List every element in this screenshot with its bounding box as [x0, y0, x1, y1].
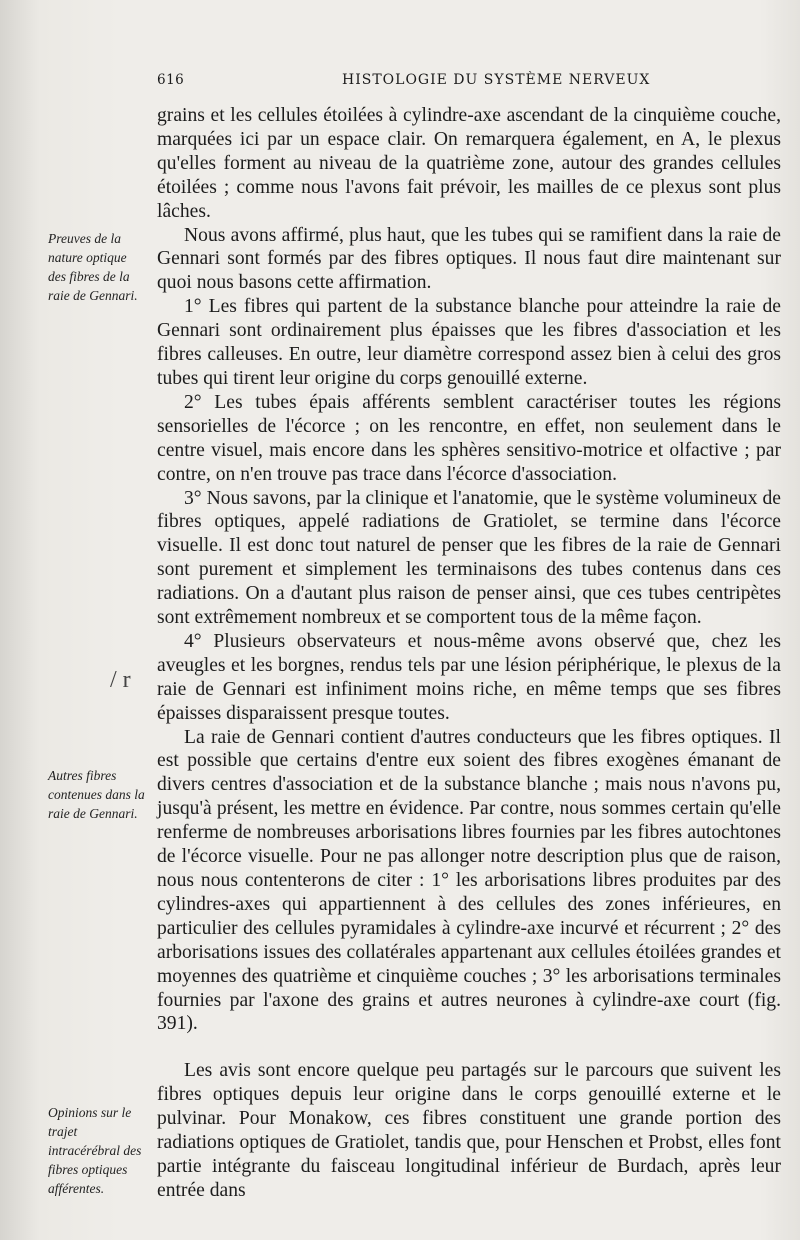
paragraph-point-4: 4° Plusieurs observateurs et nous-même avons observé que, chez les aveugles et les borgnes, rendus tels par une lésion périphérique, le plexus de la raie de Gennari est infiniment moins riche, en même temps que ses fibres épaisses disparaissent presque toutes.: [157, 630, 781, 724]
sidenote-autres-fibres: Autres fibres contenues dans la raie de Gennari.: [48, 768, 145, 821]
section-gap: [157, 1036, 781, 1059]
body-text: [157, 104, 781, 1203]
paragraph-autres-conducteurs: La raie de Gennari contient d'autres conducteurs que les fibres optiques. Il est possible que certains d'entre eux soient des fibres exogènes émanant de divers centres d'association et de la substance blanche ; mais nous n'avons pu, jusqu'à présent, les mettre en évidence. Par contre, nous sommes certain qu'elle renferme de nombreuses arborisations libres fournies par les fibres autochtones de l'écorce visuelle. Pour ne pas allonger notre description plus que de raison, nous nous contenterons de citer : 1° les arborisations libres produites par des cylindres-axes qui appartiennent à des cellules des zones inférieures, en particulier des cellules pyramidales à cylindre-axe incurvé et récurrent ; 2° des arborisations issues des collatérales appartenant aux cellules étoilées grandes et moyennes des quatrième et cinquième couches ; 3° les arborisations terminales fournies par l'axone des grains et autres neurones à cylindre-axe court (fig. 391).: [157, 726, 781, 1035]
paragraph-affirmation: Nous avons affirmé, plus haut, que les tubes qui se ramifient dans la raie de Gennari sont formés par des fibres optiques. Il nous faut dire maintenant sur quoi nous basons cette affirmation.: [157, 224, 781, 294]
running-title: HISTOLOGIE DU SYSTÈME NERVEUX: [342, 72, 651, 88]
paragraph-point-3: 3° Nous savons, par la clinique et l'anatomie, que le système volumineux de fibres optiques, appelé radiations de Gratiolet, se termine dans l'écorce visuelle. Il est donc tout naturel de penser que les fibres de la raie de Gennari sont purement et simplement les terminaisons des tubes contenus dans ces radiations. On a d'autant plus raison de penser ainsi, que ces tubes centripètes sont extrêmement nombreux et se comportent tous de la même façon.: [157, 487, 781, 629]
paragraph-continuation: grains et les cellules étoilées à cylindre-axe ascendant de la cinquième couche, marquées ici par un espace clair. On remarquera également, en A, le plexus qu'elles forment au niveau de la quatrième zone, autour des grandes cellules étoilées ; comme nous l'avons fait prévoir, les mailles de ce plexus sont plus lâches.: [157, 105, 781, 222]
paragraph-opinions: Les avis sont encore quelque peu partagés sur le parcours que suivent les fibres optiques depuis leur origine dans le corps genouillé externe et le pulvinar. Pour Monakow, ces fibres constituent une grande portion des radiations optiques de Gratiolet, tandis que, pour Henschen et Probst, elles font partie intégrante du faisceau longitudinal inférieur de Burdach, après leur entrée dans: [157, 1060, 781, 1201]
sidenote-preuves: Preuves de la nature optique des fibres de la raie de Gennari.: [48, 231, 138, 303]
sidenote-opinions: Opinions sur le trajet intracérébral des fibres optiques afférentes.: [48, 1105, 142, 1196]
page-number: 616: [157, 72, 185, 88]
handwritten-margin-mark: / r: [110, 667, 131, 693]
paragraph-point-2: 2° Les tubes épais afférents semblent caractériser toutes les régions sensorielles de l'écorce ; on les rencontre, en effet, non seulement dans le centre visuel, mais encore dans les sphères sensitivo-motrice et olfactive ; par contre, on n'en trouve pas trace dans l'écorce d'association.: [157, 391, 781, 485]
paragraph-point-1: 1° Les fibres qui partent de la substance blanche pour atteindre la raie de Gennari sont ordinairement plus épaisses que les fibres d'association et les fibres calleuses. En outre, leur diamètre correspond assez bien à celui des gros tubes qui tirent leur origine du corps genouillé externe.: [157, 296, 781, 389]
